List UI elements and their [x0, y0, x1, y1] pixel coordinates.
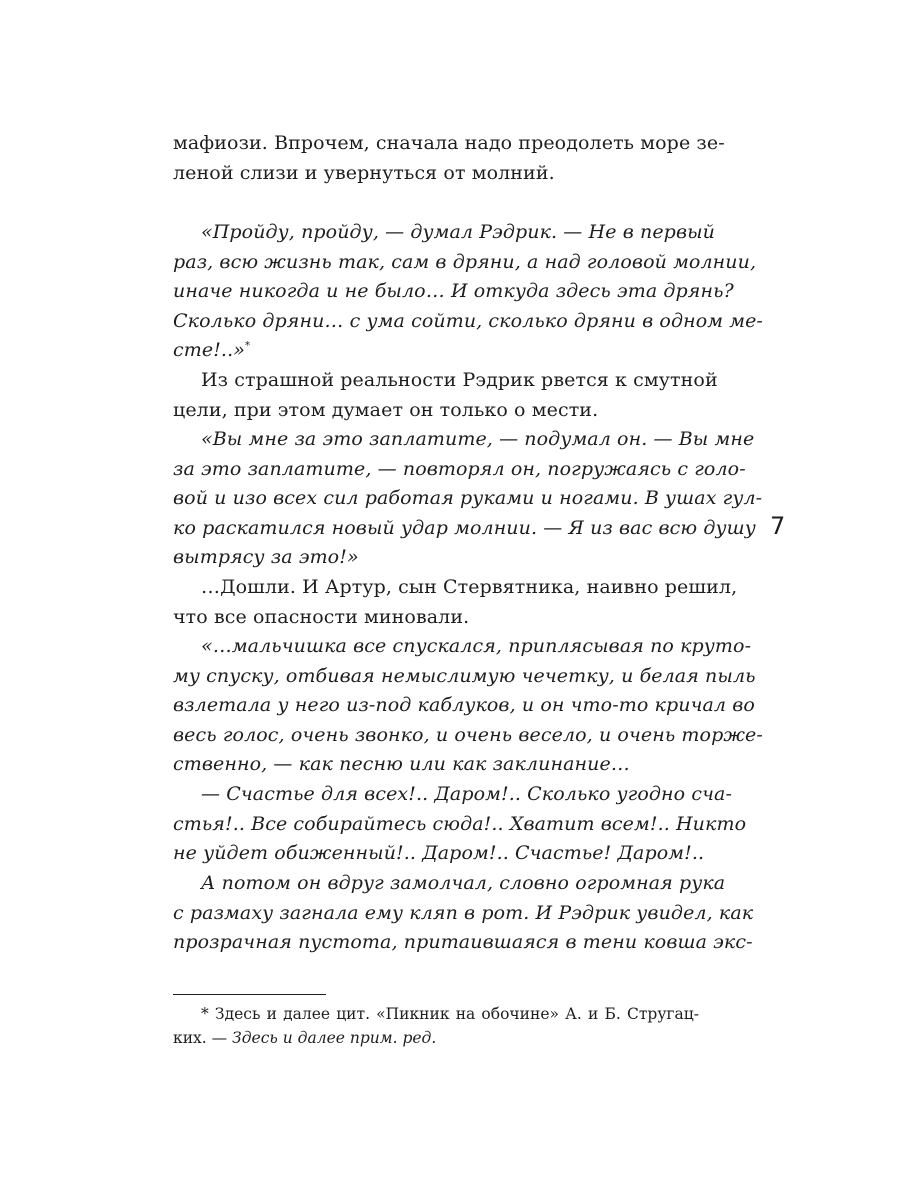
footnote-editor-note: Здесь и далее прим. ред. [232, 1029, 437, 1047]
quote-line-last [173, 336, 699, 366]
quote-line: иначе никогда и не было… И откуда здесь эта дрянь? [173, 280, 734, 302]
footnote-line: * Здесь и далее цит. «Пикник на обочине» А. и Б. Стругац- [201, 1005, 699, 1023]
quote-block-5 [173, 869, 754, 958]
quote-line: «Пройду, пройду, — думал Рэдрик. — Не в первый [201, 221, 716, 243]
footnote-divider [173, 994, 326, 995]
quote-line: ко раскатился новый удар молнии. — Я из вас всю душу [173, 516, 756, 539]
quote-line: стья!.. Все собирайтесь сюда!.. Хватит всем!.. Никто [173, 812, 747, 835]
paragraph-2 [173, 366, 718, 425]
quote-line: весь голос, очень звонко, и очень весело, и очень торже- [173, 723, 763, 746]
quote-line: взлетала у него из-под каблуков, и он что-то кричал во [173, 694, 755, 716]
quote-block-4 [173, 780, 747, 869]
paragraph-3 [173, 573, 738, 632]
footnote-text: ких. — [173, 1029, 233, 1047]
footnote [173, 1002, 699, 1050]
body-line: …Дошли. И Артур, сын Стервятника, наивно решил, [201, 576, 738, 598]
quote-line: прозрачная пустота, притаившаяся в тени ковша экс- [173, 931, 753, 953]
body-line: Из страшной реальности Рэдрик рвется к смутной [201, 369, 718, 391]
quote-line: — Счастье для всех!.. Даром!.. Сколько угодно сча- [201, 783, 732, 805]
quote-line: «Вы мне за это заплатите, — подумал он. — Вы мне [201, 428, 755, 450]
page-body-top [173, 129, 725, 188]
quote-line: Сколько дряни… с ума сойти, сколько дряни в одном ме- [173, 309, 763, 332]
page-number: 7 [770, 512, 786, 540]
quote-line: «…мальчишка все спускался, приплясывая по круто- [201, 635, 752, 657]
quote-line: с размаху загнала ему кляп в рот. И Рэдрик увидел, как [173, 901, 754, 924]
body-line: мафиози. Впрочем, сначала надо преодолеть море зе- [173, 132, 725, 154]
body-line: что все опасности миновали. [173, 605, 470, 628]
footnote-marker: * [244, 340, 251, 352]
quote-line: А потом он вдруг замолчал, словно огромная рука [201, 872, 726, 894]
quote-block-1 [173, 218, 763, 366]
quote-block-3 [173, 632, 763, 780]
quote-line: за это заплатите, — повторял он, погружаясь с голо- [173, 457, 746, 480]
quote-line: вытрясу за это!» [173, 546, 359, 568]
quote-line-text: сте!..» [173, 339, 245, 361]
quote-line: вой и изо всех сил работая руками и ногами. В ушах гул- [173, 487, 763, 509]
quote-block-2 [173, 425, 763, 573]
body-line: леной слизи и увернуться от молний. [173, 161, 555, 184]
quote-line: му спуску, отбивая немыслимую чечетку, и белая пыль [173, 664, 756, 687]
quote-line: не уйдет обиженный!.. Даром!.. Счастье! Даром!.. [173, 842, 705, 864]
body-line: цели, при этом думает он только о мести. [173, 398, 599, 421]
quote-line: раз, всю жизнь так, сам в дряни, а над головой молнии, [173, 250, 757, 273]
quote-line: ственно, — как песню или как заклинание… [173, 753, 630, 775]
footnote-line-2 [173, 1026, 699, 1050]
